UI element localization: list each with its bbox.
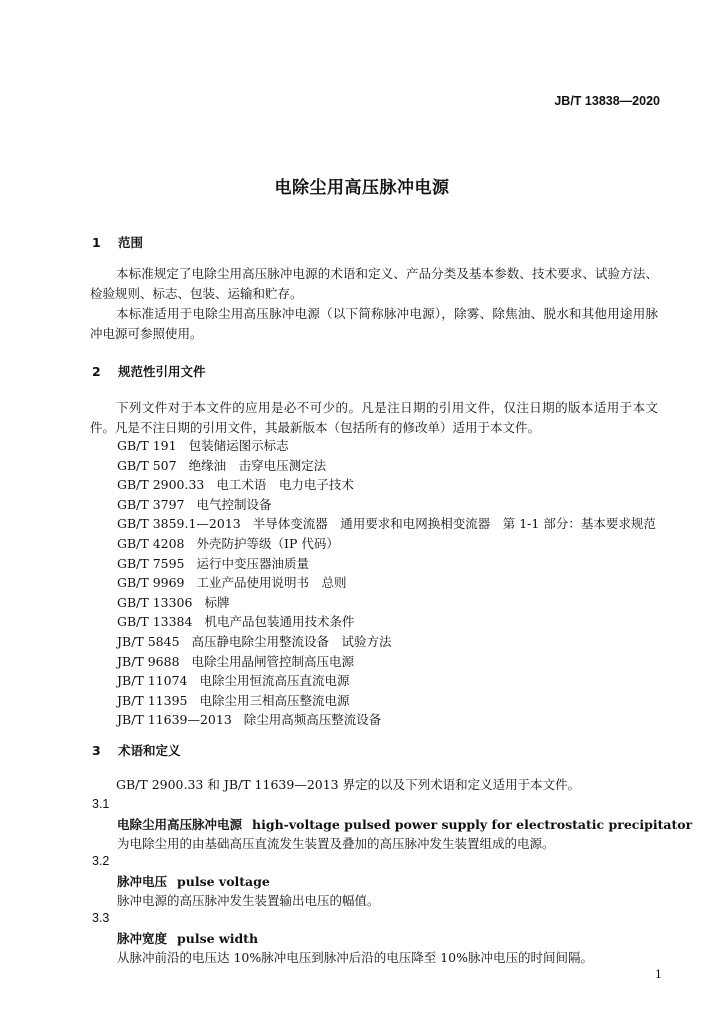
- reference-item: [117, 671, 656, 691]
- term-zh: 电除尘用高压脉冲电源: [117, 817, 243, 832]
- reference-item: [117, 456, 656, 476]
- term-definition: 从脉冲前沿的电压达 10%脉冲电压到脉冲后沿的电压降至 10%脉冲电压的时间间隔。: [117, 950, 594, 965]
- section-1-heading: [92, 233, 143, 251]
- reference-title: 电除尘用三相高压整流电源: [199, 692, 350, 708]
- term-number: 3.1: [92, 797, 110, 811]
- reference-code: GB/T 191: [117, 438, 177, 453]
- reference-title: 高压静电除尘用整流设备 试验方法: [191, 633, 392, 649]
- section-number: 2: [92, 364, 101, 379]
- reference-code: GB/T 13306: [117, 594, 193, 610]
- reference-item: [117, 495, 656, 515]
- standard-number: JB/T 13838—2020: [554, 94, 660, 108]
- reference-title: 标牌: [204, 594, 230, 610]
- term-zh: 脉冲电压: [117, 874, 168, 889]
- reference-item: [117, 554, 656, 574]
- term-number: 3.3: [92, 911, 110, 925]
- paragraph: 本标准规定了电除尘用高压脉冲电源的术语和定义、产品分类及基本参数、技术要求、试验方法、检验规则、标志、包装、运输和贮存。: [90, 266, 658, 301]
- page-number: 1: [655, 968, 662, 981]
- reference-code: GB/T 507: [117, 457, 177, 473]
- reference-code: JB/T 11074: [117, 673, 188, 689]
- section-3-heading: [92, 741, 181, 759]
- paragraph: 下列文件对于本文件的应用是必不可少的。凡是注日期的引用文件，仅注日期的版本适用于本文件。凡是不注日期的引用文件，其最新版本（包括所有的修改单）适用于本文件。: [90, 400, 658, 435]
- reference-title: 电除尘用恒流高压直流电源: [199, 673, 350, 689]
- reference-item: [117, 534, 656, 554]
- reference-code: GB/T 2900.33: [117, 477, 205, 493]
- reference-title: 工业产品使用说明书 总则: [196, 575, 347, 591]
- section-number: 3: [92, 743, 101, 758]
- term-en: high-voltage pulsed power supply for electrostatic precipitator: [252, 817, 693, 832]
- reference-code: JB/T 11639—2013: [117, 712, 232, 728]
- reference-item: [117, 652, 656, 672]
- reference-title: 电工术语 电力电子技术: [216, 477, 354, 493]
- term-definition: 为电除尘用的由基础高压直流发生装置及叠加的高压脉冲发生装置组成的电源。: [117, 836, 555, 851]
- reference-code: GB/T 9969: [117, 575, 185, 591]
- document-title: 电除尘用高压脉冲电源: [274, 178, 450, 198]
- reference-item: [117, 514, 656, 534]
- term-zh: 脉冲宽度: [117, 931, 168, 946]
- reference-item: [117, 593, 656, 613]
- reference-title: 电气控制设备: [196, 496, 272, 512]
- reference-item: [117, 632, 656, 652]
- paragraph: GB/T 2900.33 和 JB/T 11639—2013 界定的以及下列术语和定义适用于本文件。: [116, 777, 581, 792]
- reference-item: [117, 710, 656, 730]
- reference-code: JB/T 11395: [117, 692, 188, 708]
- reference-title: 除尘用高频高压整流设备: [243, 712, 382, 728]
- reference-code: GB/T 4208: [117, 535, 185, 551]
- reference-title: 运行中变压器油质量: [196, 555, 310, 571]
- reference-title: 包装储运图示标志: [188, 438, 289, 453]
- reference-code: GB/T 3797: [117, 496, 185, 512]
- term-heading: [117, 815, 692, 833]
- section-title: 术语和定义: [118, 743, 181, 758]
- term-heading: [117, 929, 258, 947]
- reference-title: 电除尘用晶闸管控制高压电源: [191, 653, 355, 669]
- section-3-intro: [90, 775, 658, 795]
- reference-item: [117, 573, 656, 593]
- term-definition: 脉冲电源的高压脉冲发生装置输出电压的幅值。: [117, 893, 380, 908]
- section-1-body: [90, 264, 658, 344]
- reference-title: 机电产品包装通用技术条件: [204, 614, 355, 630]
- reference-code: GB/T 3859.1—2013: [117, 516, 241, 532]
- section-title: 范围: [118, 235, 144, 250]
- section-title: 规范性引用文件: [118, 364, 206, 379]
- section-2-heading: [92, 362, 206, 380]
- reference-code: JB/T 5845: [117, 633, 180, 649]
- term-number: 3.2: [92, 854, 110, 868]
- reference-item: [117, 475, 656, 495]
- section-2-body: [90, 398, 658, 438]
- reference-item: [117, 691, 656, 711]
- reference-title: 半导体变流器 通用要求和电网换相变流器 第 1-1 部分：基本要求规范: [252, 516, 656, 532]
- paragraph: 本标准适用于电除尘用高压脉冲电源（以下简称脉冲电源），除雾、除焦油、脱水和其他用途用脉冲电源可参照使用。: [90, 306, 658, 341]
- reference-code: GB/T 7595: [117, 555, 185, 571]
- term-heading: [117, 872, 270, 890]
- reference-code: GB/T 13384: [117, 614, 193, 630]
- reference-item: [117, 436, 656, 456]
- reference-item: [117, 612, 656, 632]
- reference-list: [117, 436, 656, 730]
- reference-title: 外壳防护等级（IP 代码）: [196, 535, 339, 551]
- reference-code: JB/T 9688: [117, 653, 180, 669]
- section-number: 1: [92, 235, 101, 250]
- term-en: pulse width: [177, 931, 259, 946]
- reference-title: 绝缘油 击穿电压测定法: [188, 457, 327, 473]
- term-en: pulse voltage: [177, 874, 270, 889]
